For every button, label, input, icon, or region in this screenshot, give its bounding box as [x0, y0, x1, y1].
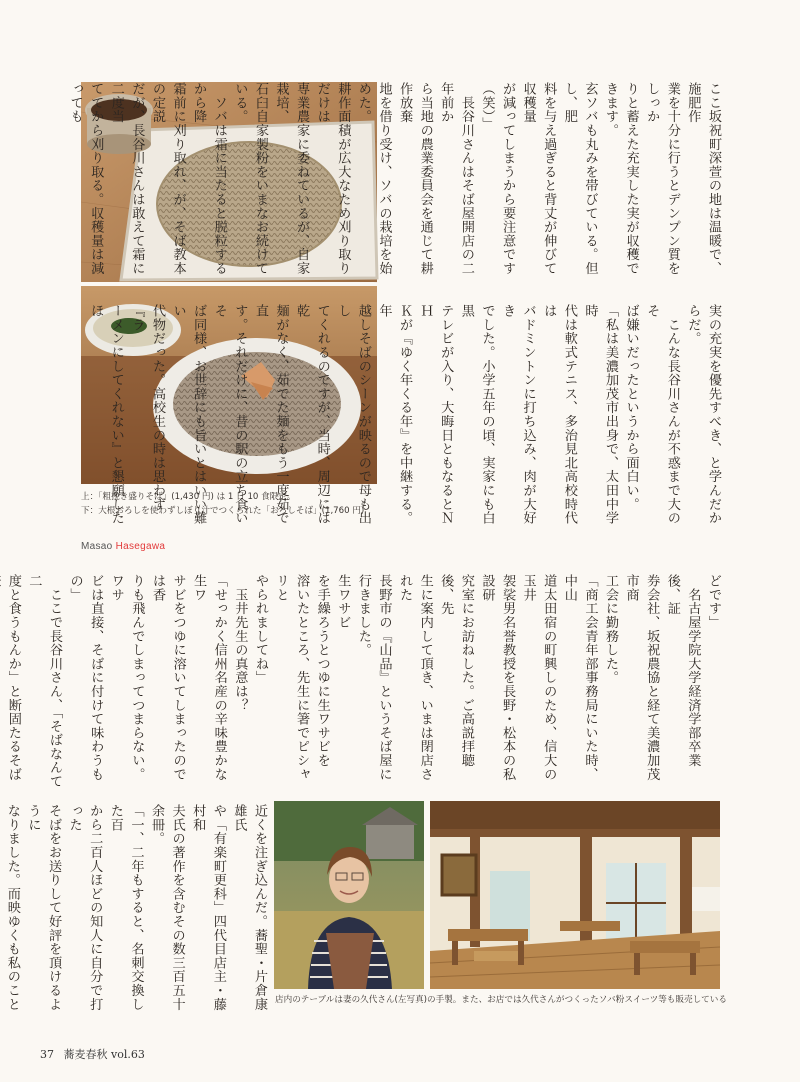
body-text-top-right: ここ坂祝町深萱の地は温暖で、施肥作 業を十分に行うとデンプン質をしっか りと蓄えた充実した実が収穫できます。 玄ソバも丸みを帯びている。但し、肥 料を与え過ぎると背丈が伸びて収穫量 が減ってしまうから要注意です（笑）」 長谷川さんはそば屋開店の二年前か ら当地の農業委員会を通じて耕作放棄 地を借り受け、ソバの栽培を始めた。 耕作面積が広大なため刈り取りだけは 専業農家に委ねているが、自家栽培、 石臼自家製粉をいまなお続けている。 ソバは霜に当たると脱粒するから降 霜前に刈り取れ、が、そば教本の定説 だが、長谷川さんは敢えて霜に二度当 ててから刈り取る。収穫量は減っても [67, 82, 721, 276]
photo-restaurant-interior [430, 801, 720, 989]
caption-line-1: 上：「粗挽き盛りそば」(1,430 円) は 1 日 10 食限定。 [81, 492, 296, 502]
photo-hisayo-portrait [274, 801, 424, 989]
body-text-bottom-left: 近くを注ぎ込んだ。蕎聖・片倉康雄氏 や「有楽町更科」四代目店主・藤村和 夫氏の著作を含むその数三百五十余冊。 「一、二年もすると、名刺交換した百 から二百人ほどの知人に自分で打った そばをお送りして好評を頂けるように なりました。而映ゆくも私のこと [4, 804, 267, 1011]
magazine-title: 蕎麦春秋 vol.63 [63, 1048, 145, 1061]
page-folio [40, 1046, 145, 1062]
body-text-mid-right: 実の充実を優先すべき、と学んだからだ。 こんな長谷川さんが不惑まで大のそ ば嫌いだったというから面白い。 「私は美濃加茂市出身で、太田中学時 代は軟式テニス、多治見北高校時代は バドミントンに打ち込み、肉が大好き でした。小学五年の頃、実家にも白黒 テレビが入り、大晦日ともなるとＮＨ Ｋが『ゆく年くる年』を中継する。年 越しそばのシーンが映るので母も出し てくれるのですが、当時、周辺には乾 麺がなく、茹でた麺をもう一度茹で直 す。それだけに、昔の駅の立ち食いそ ば同様、お世辞にも旨いとはいい難い 代物だった。高校生の時は思わず『ラ ーメンにしてくれない』と懇願したほ [88, 304, 721, 525]
credit-first-name: Masao [81, 541, 113, 552]
photo-caption-bottom: 店内のテーブルは妻の久代さん(左写真)の手製。また、お店では久代さんがつくったソバ粉スイーツ等も販売している [275, 995, 727, 1005]
credit-last-name: Hasegawa [115, 541, 166, 552]
photo-credit [81, 541, 165, 552]
page-number: 37 [40, 1048, 54, 1061]
caption-line-2: 下：大根おろしを使わずしぼり汁でつくられた「おろしそば」(1,760 円) [81, 506, 365, 516]
body-text-mid-left: どです」 名古屋学院大学経済学部卒業後、証 券会社、坂祝農協と経て美濃加茂市商 工会に勤務した。 「商工会青年部事務局にいた時、中山 道太田宿の町興しのため、信大の玉井 袈裟男名誉教授を長野・松本の私設研 究室にお訪ねした。ご高説拝聴後、先 生に案内して頂き、いまは閉店された 長野市の『山品』というそば屋に行きました。 生ワサビ を手繰ろうとつゆに生ワサビを 溶いたところ、先生に箸でピシャリと やられましてね」 玉井先生の真意は？ 「せっかく信州名産の辛味豊かな生ワ サビをつゆに溶いてしまったのでは香 りも飛んでしまってつまらない。ワサ ビは直接、そばに付けて味わうもの」 ここで長谷川さん、「そばなんて二 度と食うもんか」と断固たるそば [5, 574, 721, 789]
